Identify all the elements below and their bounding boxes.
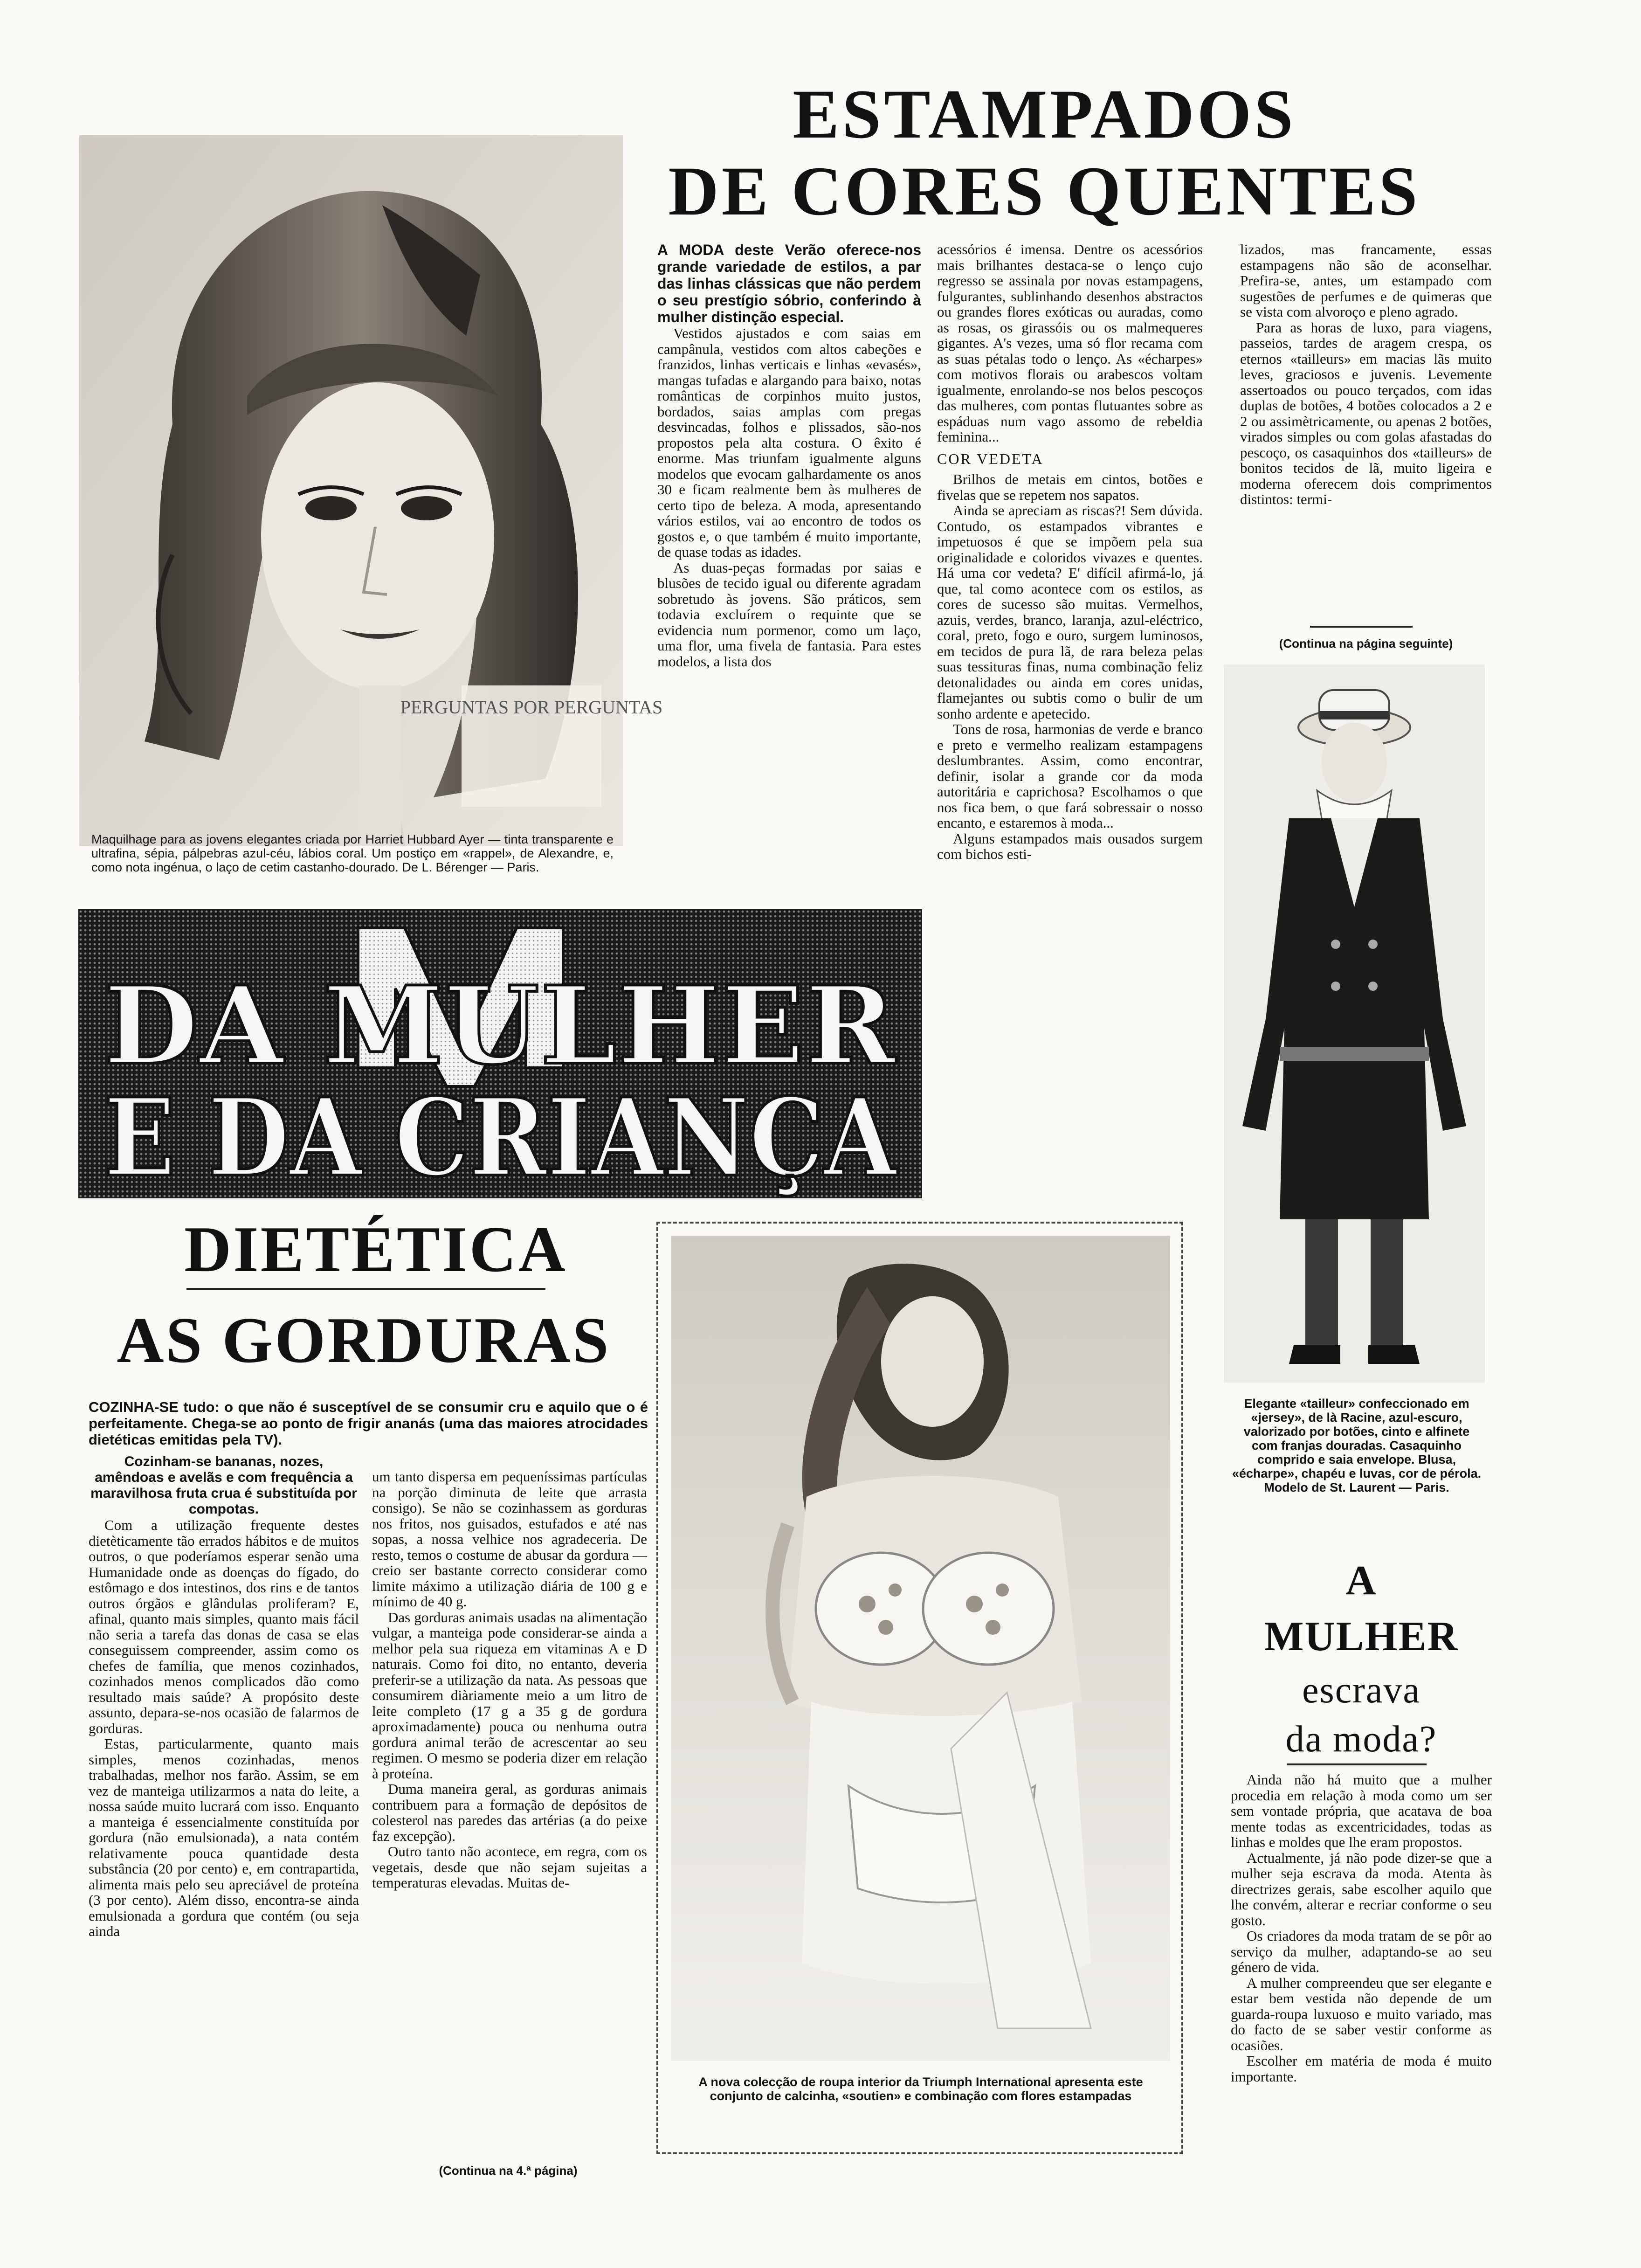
escrava-paragraph: A mulher compreendeu que ser elegante e estar bem vestida não depende de um guarda-roupa luxuoso e muito variado, mas do facto de se saber vestir conforme as ocasiões.: [1231, 1974, 1492, 2054]
escrava-paragraph: Actualmente, já não pode dizer-se que a mulher seja escrava da moda. Atenta às directrizes gerais, sabe escolher aquilo que lhe convém, alterar e recriar conforme o seu gosto.: [1231, 1849, 1492, 1929]
dietetica-col1-bold: Cozinham-se bananas, nozes, amêndoas e avelãs e com frequência a maravilhosa fruta crua é substituída por compotas.: [90, 1454, 357, 1517]
estampados-column-1: [657, 242, 921, 883]
dietetica-column-2: [372, 1469, 647, 2145]
banner-line-1: DA MULHER: [104, 963, 896, 1089]
escrava-paragraph: Escolher em matéria de moda é muito importante.: [1231, 2053, 1492, 2085]
estampados-column-2: [937, 242, 1203, 1202]
dietetica-col2-paragraph: um tanto dispersa em pequeníssimas partículas na porção diminuta de leite que arrasta consigo). Se não se cozinhassem as gorduras nos fritos, nos guisados, estufados e até nas sopas, a nossa velhice nos agradeceria. De resto, temos o costume de abusar da gordura — creio ser bastante correcto considerar como limite máximo a utilização diária de 100 g e mínimo de 40 g.: [372, 1468, 647, 1610]
escrava-title-rule: [1287, 1763, 1427, 1765]
dietetica-title-line1: DIETÉTICA: [184, 1213, 567, 1286]
dietetica-title-line2: AS GORDURAS: [117, 1304, 611, 1376]
makeup-photo-caption: Maquilhage para as jovens elegantes criada por Harriet Hubbard Ayer — tinta transparente e ultrafina, sépia, pálpebras azul-céu, lábios coral. Um postiço em «rappel», de Alexandre, e, como nota ingénua, o laço de cetim castanho-dourado. De L. Bérenger — Paris.: [91, 832, 614, 874]
estampados-col2-paragraph: Alguns estampados mais ousados surgem com bichos esti-: [937, 830, 1203, 862]
estampados-col3-paragraph: Para as horas de luxo, para viagens, passeios, tardes de aragem crespa, os eternos «tailleurs» em macias lãs muito leves, graciosos e juvenis. Levemente assertoados ou pouco terçados, com idas duplas de botões, 4 botões colocados a 2 e 2 ou assimètricamente, ou apenas 2 botões, virados simples ou com golas afastadas do pescoço, os casaquinhos dos «tailleurs» de bonitos tecidos de lã, muito ligeira e moderna oferecem dois comprimentos distintos: termi-: [1240, 319, 1492, 507]
estampados-title-line1: ESTAMPADOS: [793, 76, 1296, 153]
escrava-title-line1: A: [1345, 1557, 1377, 1604]
lingerie-photo-illustration: [671, 1236, 1170, 2061]
estampados-col2-paragraph: Brilhos de metais em cintos, botões e fivelas que se repetem nos sapatos.: [937, 471, 1203, 503]
dietetica-col2-paragraph: Outro tanto não acontece, em regra, com os vegetais, desde que não sejam sujeitas a temperaturas elevadas. Muitas de-: [372, 1843, 647, 1891]
estampados-col2-paragraph: Tons de rosa, harmonias de verde e branco e preto e vermelho realizam estampagens deslumbrantes. Assim, como encontrar, definir, isolar a grande cor da moda autoritária e caprichosa? Escolhamos o que nos fica bem, o que fará sobressair o nosso encanto, e estaremos à moda...: [937, 721, 1203, 831]
estampados-col2-paragraph: acessórios é imensa. Dentre os acessórios mais brilhantes destaca-se o lenço cujo regresso se assinala por novas estampagens, fulgurantes, sublinhando desenhos abstractos ou grandes flores exóticas ou auradas, como as rosas, os girassóis ou os malmequeres gigantes. A's vezes, uma só flor recama com as suas pétalas todo o lenço. As «écharpes» com motivos florais ou arabescos voltam igualmente, enrolando-se nos belos pescoços das mulheres, com pontas flutuantes sobre as espáduas num vago assomo de rebeldia feminina...: [937, 241, 1203, 445]
makeup-photo-signboard: PERGUNTAS POR PERGUNTAS: [400, 697, 663, 718]
dietetica-col1-paragraph: Estas, particularmente, quanto mais simples, menos cozinhadas, menos trabalhadas, melhor nos farão. Assim, se em vez de manteiga utilizarmos a nata do leite, a nossa saúde muito lucrará com isso. Enquanto a manteiga é essencialmente constituída por gordura (não emulsionada), a nata contém relativamente pouca quantidade desta substância (20 por cento) e, em contrapartida, alimenta mais pelo seu apreciável de proteína (3 por cento). Além disso, encontra-se ainda emulsionada a gordura que contém (ou seja ainda: [89, 1736, 359, 1939]
escrava-column: [1231, 1772, 1492, 2173]
estampados-col2-paragraph: Ainda se apreciam as riscas?! Sem dúvida. Contudo, os estampados vibrantes e impetuosos é que se impõem pela sua originalidade e coloridos vivazes e quentes. Há uma cor vedeta? E' difícil afirmá-lo, já que, tal como acontece com os estilos, as cores de sucesso são muitas. Vermelhos, azuis, verdes, branco, laranja, azul-eléctrico, coral, preto, fogo e ouro, surgem luminosos, em tecidos de pura lã, de rara beleza pelas suas tessituras finas, numa combinação feliz detonalidades ou ainda em cores unidas, flamejantes ou subtis como o bulir de um sonho ardente e apetecido.: [937, 502, 1203, 722]
tailleur-photo-caption-text: Elegante «tailleur» confeccionado em «jersey», de là Racine, azul-escuro, valorizado por botões, cinto e alfinete com franjas douradas. Casaquinho comprido e saia envelope. Blusa, «écharpe», chapéu e luvas, cor de pérola. Modelo de St. Laurent — Paris.: [1232, 1397, 1482, 1494]
dietetica-col1-paragraph: Com a utilização frequente destes dietèticamente tão errados hábitos e de muitos outros, o que poderíamos esperar senão uma Humanidade onde as doenças do fígado, do estômago e dos intestinos, dos rins e de tantos outros órgãos e glândulas proliferam? E, afinal, quanto mais simples, quanto mais fácil não seria a tarefa das donas de casa se elas conseguissem compreender, assim como os chefes de família, que menos cozinhados, cozinhados menos complicados dão como resultado mais saúde? A propósito deste assunto, depara-se-nos ocasião de falarmos de gorduras.: [89, 1517, 359, 1736]
makeup-photo-illustration: [79, 135, 663, 846]
dietetica-lead: COZINHA-SE tudo: o que não é susceptível de se consumir cru e aquilo que o é perfeitamente. Chega-se ao ponto de frigir ananás (uma das maiores atrocidades dietéticas emitidas pela TV).: [89, 1399, 648, 1448]
tailleur-photo: [1224, 664, 1485, 1383]
estampados-lead: A MODA deste Verão oferece-nos grande variedade de estilos, a par das linhas clássicas que não perdem o seu prestígio sóbrio, conferindo à mulher distinção especial.: [657, 242, 921, 325]
lingerie-photo: [671, 1236, 1170, 2061]
estampados-col3-paragraph: lizados, mas francamente, essas estampagens não são de aconselhar. Prefira-se, antes, um estampado com sugestões de perfumes e de quimeras que se vista com alvoroço e pleno agrado.: [1240, 241, 1492, 320]
escrava-paragraph: Os criadores da moda tratam de se pôr ao serviço da mulher, adaptando-se ao seu género de vida.: [1231, 1928, 1492, 1975]
dietetica-column-1: [89, 1454, 359, 2170]
escrava-title-line2: MULHER: [1264, 1613, 1459, 1660]
estampados-col1-paragraph: As duas-peças formadas por saias e blusões de tecido igual ou diferente agradam sobretudo às jovens. São práticos, sem todavia excluírem o requinte que se evidencia num pormenor, como um laço, uma flor, uma fivela de fantasia. Para estes modelos, a lista dos: [657, 559, 921, 670]
section-banner-graphic: [78, 909, 922, 1201]
section-banner: [78, 909, 922, 1201]
estampados-title-line2: DE CORES QUENTES: [668, 152, 1420, 230]
estampados-col1-paragraph: Vestidos ajustados e com saias em campânula, vestidos com altos cabeções e franzidos, linhas verticais e linhas «evasés», mangas tufadas e alargando para baixo, notas românticas de corpinhos muito justos, bordados, saias amplas com pregas desvincadas, folhos e plissados, são-nos propostos pela alta costura. O êxito é enorme. Mas triunfam igualmente alguns modelos que evocam galhardamente os anos 30 e ficam realmente bem às mulheres de certo tipo de beleza. A moda, apresentando vários estilos, vai ao encontro de todos os gostos e, o que também é muito importante, de quase todas as idades.: [657, 325, 921, 560]
lingerie-photo-caption-text: A nova colecção de roupa interior da Triumph International apresenta este conjunto de calcinha, «soutien» e combinação com flores estampadas: [698, 2075, 1143, 2103]
escrava-title-line3: escrava: [1302, 1670, 1420, 1711]
makeup-photo: [79, 135, 663, 846]
banner-line-2: E DA CRIANÇA: [104, 1075, 898, 1201]
escrava-paragraph: Ainda não há muito que a mulher procedia em relação à moda como um ser sem vontade própria, que acatava de boa mente todas as excentricidades, todas as linhas e moldes que lhe eram propostos.: [1231, 1771, 1492, 1850]
tailleur-photo-illustration: [1224, 664, 1485, 1383]
dietetica-col2-paragraph: Duma maneira geral, as gorduras animais contribuem para a formação de depósitos de colesterol nas paredes das artérias (a do peixe faz excepção).: [372, 1781, 647, 1844]
lingerie-photo-caption: [681, 2075, 1161, 2136]
dietetica-continued: (Continua na 4.ª página): [439, 2164, 578, 2178]
tailleur-photo-caption: [1231, 1397, 1482, 1522]
dietetica-col2-paragraph: Das gorduras animais usadas na alimentação vulgar, a manteiga pode considerar-se ainda a melhor pela sua riqueza em vitaminas A e D naturais. Como foi dito, no entanto, deveria preferir-se a utilização da nata. As pessoas que consumirem diàriamente meio a um litro de leite completo (17 g a 35 g de gordura aproximadamente) pouca ou nenhuma outra gordura animal terão de acrescentar ao seu regimen. O mesmo se poderia dizer em relação à proteína.: [372, 1609, 647, 1782]
dietetica-title-rule: [186, 1288, 545, 1290]
estampados-subhead: COR VEDETA: [937, 450, 1044, 467]
estampados-continued: (Continua na página seguinte): [1279, 636, 1453, 650]
estampados-column-3: [1240, 242, 1492, 619]
escrava-title-line4: da moda?: [1285, 1719, 1437, 1760]
estampados-continued-rule: [1310, 626, 1413, 628]
